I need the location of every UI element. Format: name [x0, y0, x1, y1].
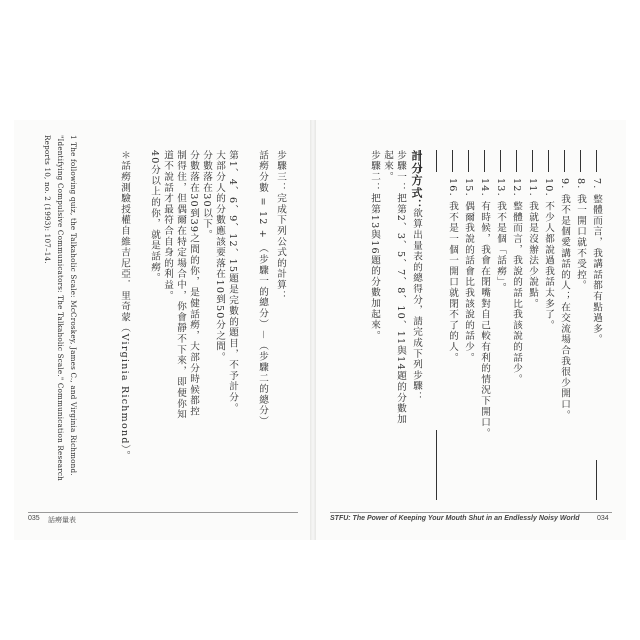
right-page-number: 034	[597, 515, 609, 522]
step-3: 步驟三：完成下列公式的計算：	[275, 150, 286, 302]
scoring-intro: 欲算出量表的總得分，請完成下列步驟：	[411, 208, 422, 403]
statement-10: 10. 不少人都說過我話太多了。	[543, 178, 554, 331]
statement-11: 11. 我就是沒辦法少說點。	[527, 178, 538, 310]
footnote: 1 The following quiz, the Talkaholic Scale: McCroskey, James C., and Virginia Richmond. "Identifying Compulsive Communicators: The Talkaholic Scale." Communication Research Reports 10, no. 2 (1993): 107–14.	[43, 135, 78, 481]
statement-14: 14. 有時候，我會在閉嘴對自己較有利的情況下開口。	[479, 178, 490, 439]
footer-rule	[330, 512, 612, 513]
scoring-step-1: 步驟一：把第2、3、5、7、8、10、11與14題的分數加起來。	[382, 150, 406, 425]
answer-line	[500, 150, 501, 172]
left-page-number: 035	[28, 515, 40, 522]
answer-line	[484, 150, 485, 172]
statement-8: 8. 我一開口就不受控。	[575, 178, 586, 292]
answer-line	[596, 460, 597, 500]
answer-line	[436, 430, 437, 500]
paragraph-30-39: 分數落在30到39之間的你，是健話癆，大部分時候都控制得住，但偶爾在特定場合中，你會靜不下來，即便你知道不說話才最符合自身的利益。	[162, 150, 199, 420]
statement-15: 15. 偶爾我說的話會比我該說的話少。	[463, 178, 474, 364]
answer-line	[548, 150, 549, 172]
answer-line	[564, 150, 565, 172]
answer-line	[468, 150, 469, 172]
license-note: ＊話癆測驗授權自維吉尼亞．里奇蒙（Virginia Richmond）。	[119, 150, 130, 462]
statement-7: 7. 整體而言，我講話都有點過多。	[591, 178, 602, 346]
scoring-step-2: 步驟二：把第13與16題的分數加起來。	[369, 150, 380, 342]
paragraph-40-plus: 40分以上的你，就是話癆。	[149, 150, 160, 284]
statement-9: 9. 我不是個愛講話的人；在交流場合我很少開口。	[559, 178, 570, 421]
left-footer-title: 話癆量表	[48, 517, 76, 524]
statement-16: 16. 我不是一個一開口就閉不了的人。	[447, 178, 458, 364]
paragraph-score-range: 大部分人的分數應該要落在10到50分之間。	[214, 150, 225, 363]
statement-13: 13. 我不是個「話癆」。	[495, 178, 506, 294]
statement-12: 12. 整體而言，我說的話比我該說的話少。	[511, 178, 522, 385]
answer-line	[580, 150, 581, 172]
paragraph-below-30: 分數落在30以下。	[201, 150, 212, 241]
answer-line	[436, 150, 437, 172]
answer-line	[516, 150, 517, 172]
right-footer-title: STFU: The Power of Keeping Your Mouth Shut in an Endlessly Noisy World	[330, 515, 580, 522]
answer-line	[532, 150, 533, 172]
paragraph-not-scored: 第1、4、6、9、12、15題是完數的題目，不予計分。	[227, 150, 238, 414]
scoring-title: 計分方式：	[410, 150, 423, 211]
footer-rule	[28, 512, 298, 513]
answer-line	[452, 150, 453, 172]
formula: 話癆分數 = 12 + （步驟一的總分）－（步驟二的總分）	[257, 150, 268, 427]
answer-line	[596, 150, 597, 172]
